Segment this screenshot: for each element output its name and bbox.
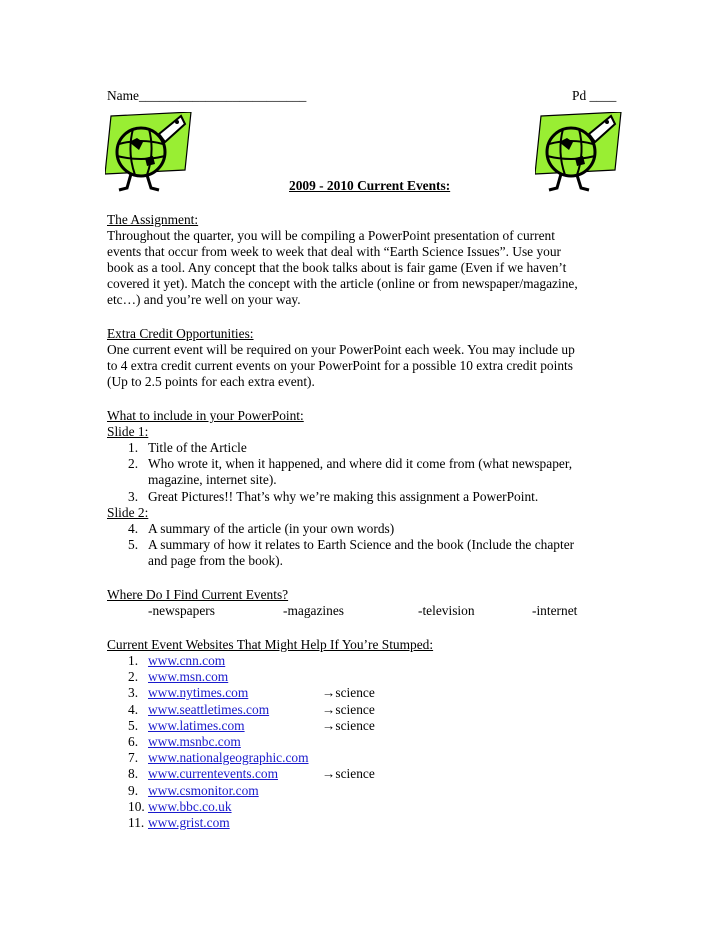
- website-number: 10.: [128, 799, 145, 814]
- list-number: 1.: [128, 440, 139, 455]
- list-number: 5.: [128, 537, 139, 552]
- list-item: A summary of how it relates to Earth Science and the book (Include the chapter: [148, 537, 575, 552]
- extra-credit-line: to 4 extra credit current events on your PowerPoint for a possible 10 extra credit points: [107, 358, 573, 373]
- science-note-label: science: [335, 718, 375, 733]
- where-heading: Where Do I Find Current Events?: [107, 587, 289, 602]
- website-number: 7.: [128, 750, 139, 765]
- source-television: -television: [418, 603, 475, 618]
- slide-2-label: Slide 2:: [107, 505, 149, 520]
- website-number: 5.: [128, 718, 139, 733]
- list-item-continued: and page from the book).: [148, 553, 283, 568]
- science-note: [322, 766, 375, 782]
- website-number: 9.: [128, 783, 139, 798]
- list-number: 3.: [128, 489, 139, 504]
- website-link[interactable]: www.bbc.co.uk: [148, 799, 232, 814]
- arrow-right-icon: →: [322, 702, 336, 717]
- website-number: 8.: [128, 766, 139, 781]
- include-heading: What to include in your PowerPoint:: [107, 408, 304, 423]
- assignment-line: book as a tool. Any concept that the book talks about is fair game (Even if we haven’t: [107, 260, 567, 275]
- assignment-line: covered it yet). Match the concept with the article (online or from newspaper/magazine,: [107, 276, 578, 291]
- arrow-right-icon: →: [322, 766, 336, 781]
- assignment-heading: The Assignment:: [107, 212, 199, 227]
- science-note-label: science: [335, 766, 375, 781]
- assignment-line: etc…) and you’re well on your way.: [107, 292, 301, 307]
- extra-credit-line: (Up to 2.5 points for each extra event).: [107, 374, 315, 389]
- period-field: Pd ____: [572, 88, 617, 103]
- science-note: [322, 685, 375, 701]
- website-link[interactable]: www.grist.com: [148, 815, 230, 830]
- website-number: 3.: [128, 685, 139, 700]
- website-link[interactable]: www.csmonitor.com: [148, 783, 259, 798]
- list-item: Great Pictures!! That’s why we’re making this assignment a PowerPoint.: [148, 489, 539, 504]
- website-number: 2.: [128, 669, 139, 684]
- website-link[interactable]: www.nytimes.com: [148, 685, 249, 700]
- science-note: [322, 702, 375, 718]
- science-note-label: science: [335, 685, 375, 700]
- website-link[interactable]: www.currentevents.com: [148, 766, 279, 781]
- science-note: [322, 718, 375, 734]
- source-internet: -internet: [532, 603, 578, 618]
- science-note-label: science: [335, 702, 375, 717]
- globe-rocket-clipart-left: [105, 112, 193, 194]
- extra-credit-heading: Extra Credit Opportunities:: [107, 326, 254, 341]
- website-link[interactable]: www.latimes.com: [148, 718, 245, 733]
- list-item: A summary of the article (in your own words): [148, 521, 395, 536]
- assignment-line: Throughout the quarter, you will be compiling a PowerPoint presentation of current: [107, 228, 555, 243]
- list-item: Who wrote it, when it happened, and where did it come from (what newspaper,: [148, 456, 573, 471]
- website-link[interactable]: www.nationalgeographic.com: [148, 750, 309, 765]
- name-field: Name_________________________: [107, 88, 307, 103]
- assignment-line: events that occur from week to week that deal with “Earth Science Issues”. Use your: [107, 244, 562, 259]
- website-number: 11.: [128, 815, 145, 830]
- list-item: Title of the Article: [148, 440, 247, 455]
- website-link[interactable]: www.seattletimes.com: [148, 702, 270, 717]
- website-number: 4.: [128, 702, 139, 717]
- arrow-right-icon: →: [322, 685, 336, 700]
- website-number: 1.: [128, 653, 139, 668]
- website-link[interactable]: www.msnbc.com: [148, 734, 241, 749]
- website-number: 6.: [128, 734, 139, 749]
- website-link[interactable]: www.cnn.com: [148, 653, 226, 668]
- slide-1-label: Slide 1:: [107, 424, 149, 439]
- arrow-right-icon: →: [322, 718, 336, 733]
- websites-heading: Current Event Websites That Might Help If You’re Stumped:: [107, 637, 434, 652]
- list-number: 2.: [128, 456, 139, 471]
- globe-rocket-clipart-right: [535, 112, 623, 194]
- list-item-continued: magazine, internet site).: [148, 472, 277, 487]
- page-title: 2009 - 2010 Current Events:: [289, 178, 451, 193]
- source-newspapers: -newspapers: [148, 603, 215, 618]
- list-number: 4.: [128, 521, 139, 536]
- website-link[interactable]: www.msn.com: [148, 669, 229, 684]
- extra-credit-line: One current event will be required on your PowerPoint each week. You may include up: [107, 342, 575, 357]
- source-magazines: -magazines: [283, 603, 344, 618]
